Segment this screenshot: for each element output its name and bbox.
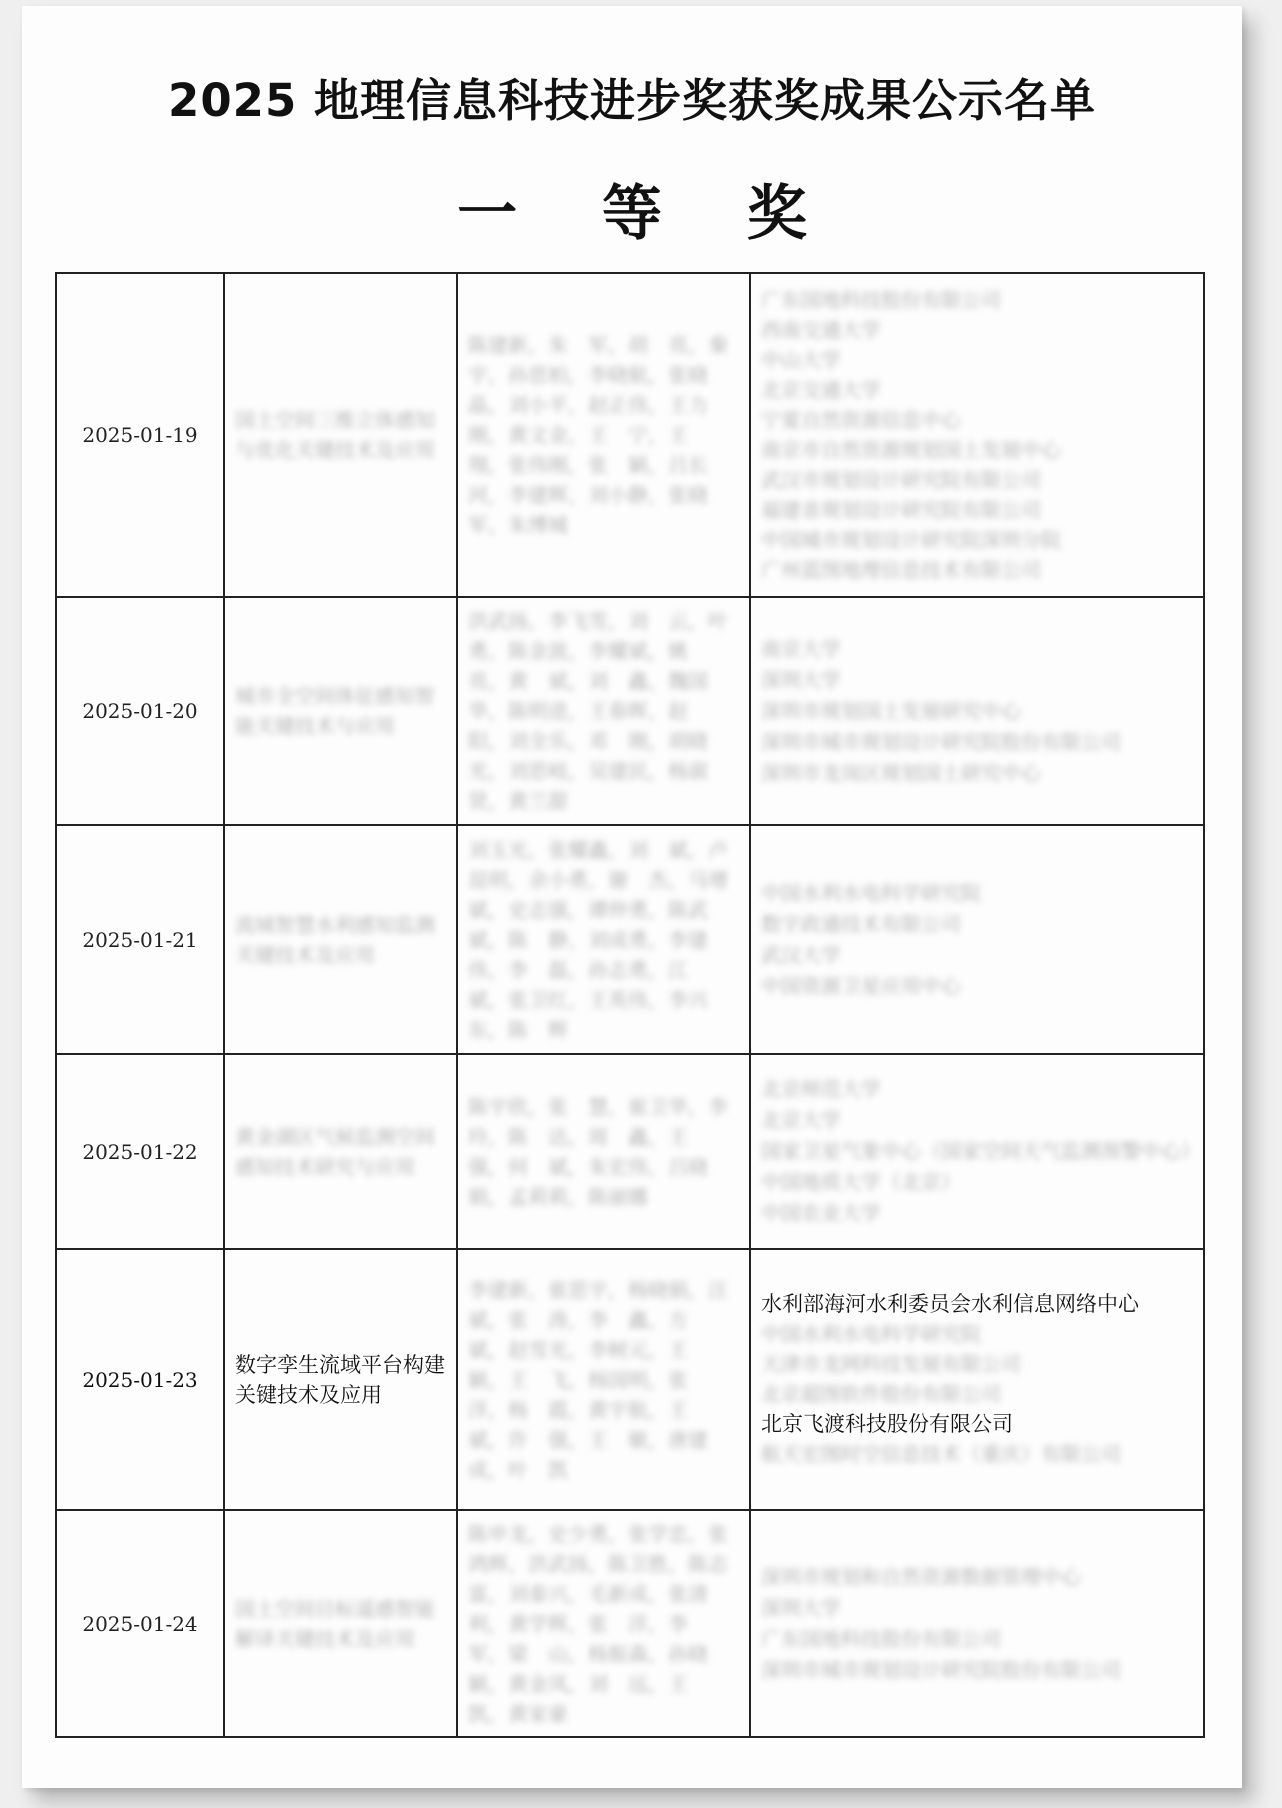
organization: 深圳市城市规划设计研究院股份有限公司	[761, 729, 1121, 754]
organization: 中国地质大学（北京）	[761, 1170, 961, 1194]
organization: 水利部海河水利委员会水利信息网络中心	[761, 1292, 1139, 1316]
table-row	[56, 1249, 1204, 1510]
organization: 中国水利水电科学研究院	[761, 880, 981, 905]
award-level-heading: 一 等 奖	[457, 179, 839, 249]
project-name: 国土空间三维立体感知与优化关键技术及应用	[235, 408, 435, 462]
organization: 深圳大学	[761, 667, 841, 692]
row-date: 2025-01-22	[56, 1054, 224, 1249]
organization: 北京大学	[761, 1108, 841, 1132]
members: 洪武扬，李飞雪，刘 云，叶 勇，陈金波，李耀斌，姚 亮，黄 斌，刘 鑫，魏国华，陈明进，王春晖，赵 阳，刘全乐，邓 刚，胡晓光，刘思岐，吴建民，杨淑贤，黄兰甜	[468, 609, 748, 813]
project-name: 数字孪生流域平台构建关键技术及应用	[235, 1352, 445, 1407]
project-name-cell	[224, 273, 457, 597]
organization: 中国水利水电科学研究院	[761, 1322, 981, 1346]
organization: 北京超图软件股份有限公司	[761, 1382, 1001, 1406]
members-cell	[457, 597, 750, 825]
row-date: 2025-01-23	[56, 1249, 224, 1510]
members-cell	[457, 1510, 750, 1737]
organization: 深圳市城市规划设计研究院股份有限公司	[761, 1657, 1121, 1682]
project-name: 黄金湖区气候监测空间感知技术研究与应用	[235, 1124, 435, 1179]
members-cell	[457, 273, 750, 597]
row-date: 2025-01-20	[56, 597, 224, 825]
organizations-cell	[750, 1510, 1204, 1737]
members-cell	[457, 1054, 750, 1249]
organization: 深圳市规划和自然资源数据管理中心	[761, 1564, 1081, 1589]
project-name-cell	[224, 1249, 457, 1510]
table-row	[56, 825, 1204, 1054]
organization: 南京大学	[761, 636, 841, 661]
organization: 广州蓝图地理信息技术有限公司	[761, 558, 1041, 582]
organization: 北京飞渡科技股份有限公司	[761, 1412, 1013, 1436]
organization: 武汉大学	[761, 942, 841, 967]
organization: 广东国地科技股份有限公司	[761, 288, 1001, 312]
project-name-cell	[224, 1054, 457, 1249]
members: 李建新，崔思宇，杨晓娟，汪 斌，张 涛，李 鑫，方 斌，赵雪光，李树元，王 颖，王 飞，杨国明，张 洋，杨 霞，黄宇航，王 斌，许 强，王 敏，唐建成，叶 凯	[468, 1277, 748, 1482]
members: 陈建新，朱 军，胡 亮，秦 宇，孙思柏，李晓航，张晓晶，刘小平，赵正伟，王力刚，黄文金，王 宁，王 翔，张伟刚，张 颖，吕长河，李建辉，刘小静，张晓军，朱博城	[468, 333, 748, 537]
members: 陈申龙，史少勇，张学忠，张鸿辉，洪武扬，陈卫胜，陈志富，刘泰兴，毛新成，张清利，黄学辉，张 洋，李 军，梁 山，杨振森，孙晓颖，黄金凤，刘 远，王 凯，黄家豪	[468, 1521, 728, 1726]
project-name: 城市全空间体征感知智能关键技术与应用	[235, 684, 435, 738]
row-date: 2025-01-19	[56, 273, 224, 597]
organization: 航天宏图时空信息技术（重庆）有限公司	[761, 1442, 1121, 1466]
row-date: 2025-01-24	[56, 1510, 224, 1737]
table-row	[56, 273, 1204, 597]
organization: 宁夏自然资源信息中心	[761, 408, 961, 432]
members: 陈宇欣，张 慧，崔卫华，李 玲，陈 达，周 鑫，王 强，何 斌，朱宏伟，吕晓娟，孟莉莉，陈丽娜	[468, 1094, 748, 1209]
organization: 北京交通大学	[761, 378, 881, 402]
organization: 深圳大学	[761, 1595, 841, 1620]
project-name-cell	[224, 597, 457, 825]
table-row	[56, 1054, 1204, 1249]
row-date: 2025-01-21	[56, 825, 224, 1054]
table-row	[56, 1510, 1204, 1737]
project-name-cell	[224, 825, 457, 1054]
organizations-cell	[750, 273, 1204, 597]
table-row	[56, 597, 1204, 825]
organization: 广东国地科技股份有限公司	[761, 1626, 1001, 1651]
organization: 武汉市规划设计研究院有限公司	[761, 468, 1041, 492]
project-name: 国土空间目标遥感智能解译关键技术及应用	[235, 1596, 435, 1651]
organization: 国家卫星气象中心（国家空间天气监测预警中心）	[761, 1139, 1201, 1163]
document-title: 2025 地理信息科技进步奖获奖成果公示名单	[168, 74, 1096, 127]
project-name-cell	[224, 1510, 457, 1737]
organization: 中国资源卫星应用中心	[761, 973, 961, 998]
organization: 深圳市规划国土发展研究中心	[761, 698, 1021, 723]
organization: 数字政通技术有限公司	[761, 911, 961, 936]
organization: 西南交通大学	[761, 318, 881, 342]
results-table	[55, 272, 1205, 1738]
document-page	[22, 6, 1242, 1788]
organizations-cell	[750, 597, 1204, 825]
organization: 北京师范大学	[761, 1077, 881, 1101]
members: 刘玉光，张耀鑫，刘 斌，卢昆明，余小勇，谢 杰，马增斌，史志强，谭仲勇，陈武斌，陈 静，刘成勇，李建伟，李 磊，孙志勇，江 斌，张卫红，王英伟，李兴东，陈 辉	[468, 837, 728, 1042]
members-cell	[457, 825, 750, 1054]
organization: 中国农业大学	[761, 1201, 881, 1225]
organization: 天津市龙网科技发展有限公司	[761, 1352, 1021, 1376]
project-name: 流域智慧水利感知监测关键技术及应用	[235, 912, 435, 967]
organization: 中山大学	[761, 348, 841, 372]
organization: 南京市自然资源规划国土发展中心	[761, 438, 1061, 462]
organizations-cell	[750, 1054, 1204, 1249]
organization: 深圳市龙岗区规划国土研究中心	[761, 760, 1041, 785]
organization: 中国城市规划设计研究院深圳分院	[761, 528, 1061, 552]
organization: 福建省规划设计研究院有限公司	[761, 498, 1041, 522]
organizations-cell	[750, 825, 1204, 1054]
members-cell	[457, 1249, 750, 1510]
organizations-cell	[750, 1249, 1204, 1510]
